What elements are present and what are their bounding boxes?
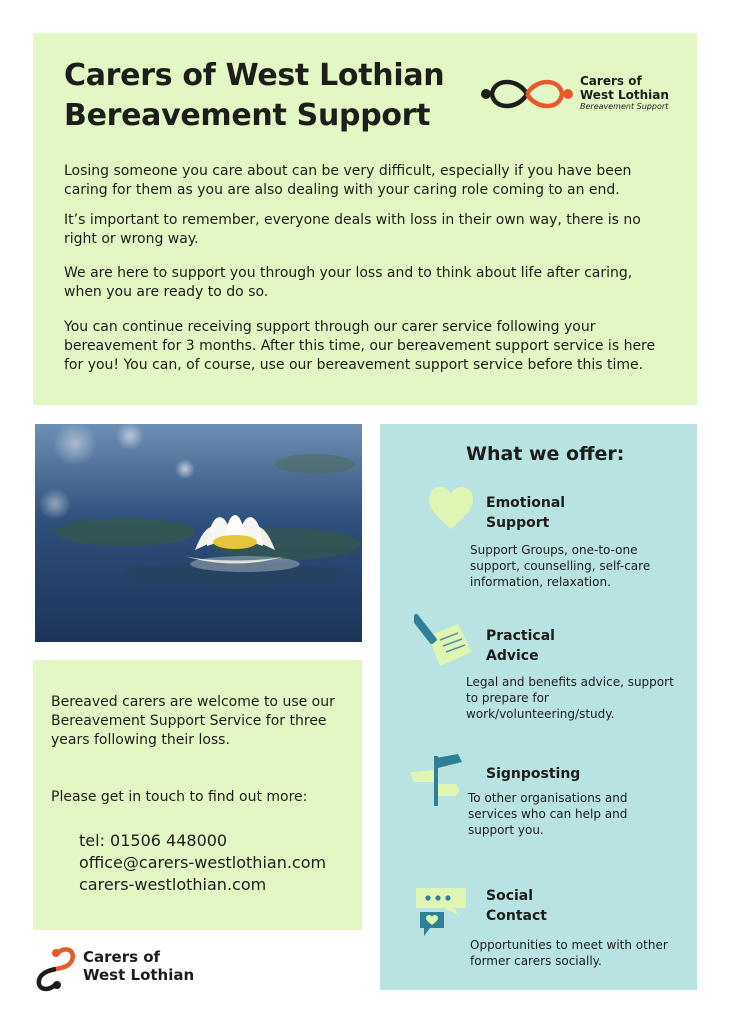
offer-item-heading bbox=[486, 493, 565, 533]
water-lily-photo bbox=[35, 424, 362, 642]
email-link[interactable]: office@carers-westlothian.com bbox=[79, 853, 327, 872]
offer-item-heading-line-2: Advice bbox=[486, 648, 539, 664]
intro-paragraph-3: We are here to support you through your loss and to think about life after caring, when you are ready to do so. bbox=[64, 265, 633, 300]
intro-paragraph-4: You can continue receiving support through our carer service following your bereavement for 3 months. After this time, our bereavement support service is here for you! You can, of course, use our bereavement support service before this time. bbox=[64, 319, 656, 373]
chat-bubbles-icon bbox=[414, 884, 472, 946]
header-logo bbox=[478, 68, 688, 120]
offer-item-description: To other organisations and services who can help and support you. bbox=[468, 791, 628, 837]
page-title bbox=[64, 56, 464, 136]
signpost-icon bbox=[408, 750, 464, 812]
offer-item-description: Opportunities to meet with other former carers socially. bbox=[470, 938, 668, 968]
phone-number[interactable]: tel: 01506 448000 bbox=[79, 831, 228, 850]
offer-item-heading-line-1: Emotional bbox=[486, 495, 566, 511]
offer-title: What we offer: bbox=[466, 443, 625, 465]
infinity-logo-icon bbox=[478, 68, 576, 120]
logo-line-1: Carers of bbox=[580, 74, 642, 88]
pen-paper-icon bbox=[414, 610, 476, 674]
logo-wordmark bbox=[580, 74, 669, 112]
footer-logo bbox=[33, 944, 233, 994]
offer-item-description: Legal and benefits advice, support to prepare for work/volunteering/study. bbox=[466, 675, 674, 721]
footer-line-2: West Lothian bbox=[83, 966, 195, 984]
logo-line-2: West Lothian bbox=[580, 88, 669, 102]
offer-item-description: Support Groups, one-to-one support, counselling, self-care information, relaxation. bbox=[470, 543, 651, 589]
heart-icon bbox=[427, 485, 475, 537]
logo-tagline: Bereavement Support bbox=[580, 102, 669, 111]
offer-item-heading bbox=[486, 886, 547, 926]
footer-line-1: Carers of bbox=[83, 948, 161, 966]
offer-item-heading-line-1: Social bbox=[486, 888, 534, 904]
offer-item-heading-line-1: Signposting bbox=[486, 766, 581, 782]
title-line-1: Carers of West Lothian bbox=[64, 58, 445, 93]
website-link[interactable]: carers-westlothian.com bbox=[79, 875, 267, 894]
footer-wordmark bbox=[83, 948, 194, 984]
info-paragraph-2: Please get in touch to find out more: bbox=[51, 789, 308, 805]
info-paragraph-1: Bereaved carers are welcome to use our Bereavement Support Service for three years following their loss. bbox=[51, 694, 335, 748]
offer-item-heading-line-2: Support bbox=[486, 515, 550, 531]
infinity-logo-icon bbox=[33, 944, 79, 994]
offer-item-heading bbox=[486, 764, 580, 784]
offer-item-heading-line-2: Contact bbox=[486, 908, 547, 924]
title-line-2: Bereavement Support bbox=[64, 98, 431, 133]
intro-paragraph-2: It’s important to remember, everyone deals with loss in their own way, there is no right or wrong way. bbox=[64, 212, 641, 247]
offer-item-heading bbox=[486, 626, 555, 666]
offer-item-heading-line-1: Practical bbox=[486, 628, 555, 644]
intro-paragraph-1: Losing someone you care about can be very difficult, especially if you have been caring for them as you are also dealing with your caring role coming to an end. bbox=[64, 163, 632, 198]
